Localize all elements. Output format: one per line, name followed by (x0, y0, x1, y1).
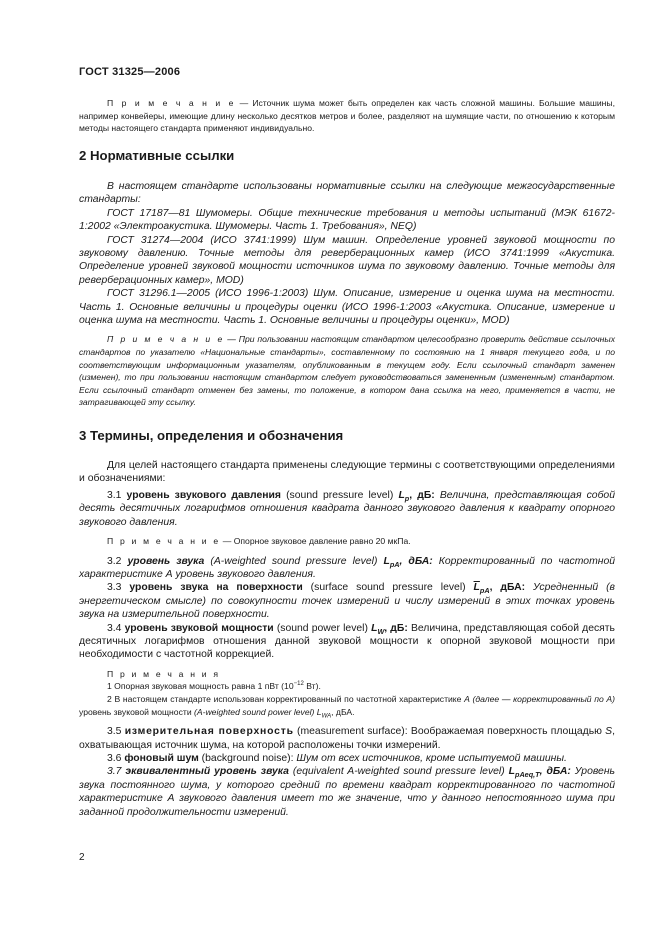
term-3-2: 3.2 уровень звука (A-weighted sound pressure level) $L_{pA}$, дБА: Корректированный по частотной характеристике А уровень звукового давления. (79, 555, 616, 581)
note-text: — Источник шума может быть определен как часть сложной машины. Большие машины, например конвейеры, имеющие длину несколько десятков метров и более, разделяют на шумящие части, по отношению к которым методы настоящего стандарта применяют индивидуально. (79, 98, 615, 134)
note-label: П р и м е ч а н и е (107, 334, 225, 345)
term-3-7: 3.7 эквивалентный уровень звука (equivalent A-weighted sound pressure level) $L_{pAeq,T}$, дБА: Уровень звука постоянного шума, у которого средний по времени квадрат корректированного по частотной характеристике А звукового давления имеет то же значение, что у данного непостоянного шума при заданной продолжительности измерений. (79, 766, 615, 818)
term-3-5: 3.5 измерительная поверхность (measurement surface): Воображаемая поверхность площадью S, охватывающая источник шума, на которой расположены точки измерений. (79, 726, 615, 751)
reference-gost-17187: ГОСТ 17187—81 Шумомеры. Общие технические требования и методы испытаний (МЭК 61672-1:2002 «Электроакустика. Шумомеры. Часть 1. Требования», NEQ) (79, 207, 615, 233)
section-2-body (79, 180, 615, 409)
term-3-6: 3.6 фоновый шум (background noise): Шум от всех источников, кроме испытуемой машины. (107, 753, 567, 765)
reference-gost-31296: ГОСТ 31296.1—2005 (ИСО 1996-1:2003) Шум. Описание, измерение и оценка шума на местности. Часть 1. Основные величины и процедуры оценки (ИСО 1996-1:2003 «Акустика. Описание, измерение и оценка шума на местности. Часть 1. Основные величины и процедуры оценки», MOD) (79, 288, 615, 327)
section-3-intro: Для целей настоящего стандарта применены следующие термины с соответствующими определениями и обозначениями: (79, 460, 615, 485)
section-3 (79, 428, 615, 443)
reference-gost-31274: ГОСТ 31274—2004 (ИСО 3741:1999) Шум машин. Определение уровней звуковой мощности по звуковому давлению. Точные методы для реверберационных камер (ИСО 3741:1999 «Акустика. Определение уровней звуковой мощности источников шума по звуковому давлению. Точные методы для реверберационных камер», MOD) (79, 234, 615, 286)
note-item-1: 1 Опорная звуковая мощность равна 1 пВт ($10^{-12}$ Вт). (107, 681, 321, 692)
running-header: ГОСТ 31325—2006 (79, 66, 181, 78)
section-2 (79, 148, 615, 163)
section-3-body (79, 459, 615, 819)
term-3-3: 3.3 уровень звука на поверхности (surface sound pressure level) $\overline{L}_{pA}$, дБА: Усредненный (в энергетическом смысле) по совокупности точек измерений и числу измерений в этих точках уровень звука на измерительной поверхности. (79, 582, 615, 621)
note-text: — При пользовании настоящим стандартом целесообразно проверить действие ссылочных стандартов по указателю «Национальные стандарты», составленному по состоянию на 1 января текущего года, и по соответствующим информационным указателям, опубликованным в текущем году. Если ссылочный стандарт заменен (изменен), то при пользовании настоящим стандартом следует руководствоваться замененным (измененным) стандартом. Если ссылочный стандарт отменен без замены, то положение, в котором дана ссылка на него, применяется в части, не затрагивающей эту ссылку. (79, 334, 616, 408)
notes-label: П р и м е ч а н и я (107, 668, 221, 679)
term-3-1: 3.1 уровень звукового давления (sound pressure level) $L_p$, дБ: Величина, представляющая собой десять десятичных логарифмов отношения квадрата данного звукового давления к квадрату опорного звукового давления. (79, 489, 615, 528)
section-2-title: 2 Нормативные ссылки (79, 148, 235, 163)
note-1 (79, 97, 615, 135)
page-number: 2 (79, 852, 85, 863)
term-3-4: 3.4 уровень звуковой мощности (sound power level) $L_W$, дБ: Величина, представляющая собой десять десятичных логарифмов отношения данной звуковой мощности к опорной звуковой мощности при необходимости с частотной коррекцией. (79, 622, 615, 661)
note-label: П р и м е ч а н и е (107, 98, 236, 108)
note-text: — Опорное звуковое давление равно 20 мкПа. (220, 536, 411, 547)
note-item-2: 2 В настоящем стандарте использован корректированный по частотной характеристике А (далее — корректированный по А) уровень звуковой мощности (A-weighted sound power level) $L_{WA}$, дБА. (79, 694, 616, 720)
section-3-title: 3 Термины, определения и обозначения (79, 428, 344, 443)
note-label: П р и м е ч а н и е (107, 536, 221, 547)
section-2-intro: В настоящем стандарте использованы нормативные ссылки на следующие межгосударственные стандарты: (79, 181, 615, 206)
